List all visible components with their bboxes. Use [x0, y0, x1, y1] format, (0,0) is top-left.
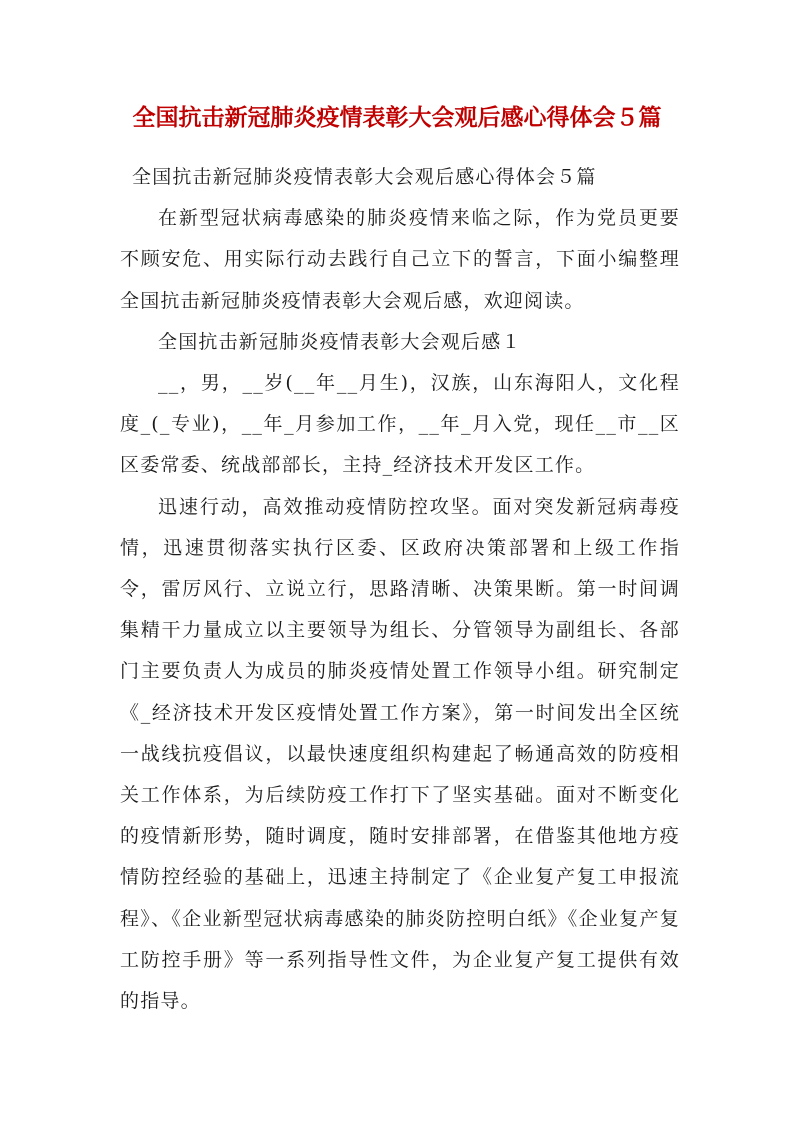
document-body: [120, 157, 680, 1022]
document-title: 全国抗击新冠肺炎疫情表彰大会观后感心得体会５篇: [132, 104, 662, 131]
document-subtitle: 全国抗击新冠肺炎疫情表彰大会观后感心得体会５篇: [132, 166, 597, 188]
section-heading: 全国抗击新冠肺炎疫情表彰大会观后感１: [158, 330, 522, 353]
intro-paragraph: 在新型冠状病毒感染的肺炎疫情来临之际，作为党员更要不顾安危、用实际行动去践行自己立下的誓言，下面小编整理全国抗击新冠肺炎疫情表彰大会观后感，欢迎阅读。: [120, 207, 680, 312]
body-paragraph-2: 迅速行动，高效推动疫情防控攻坚。面对突发新冠病毒疫情，迅速贯彻落实执行区委、区政府决策部署和上级工作指令，雷厉风行、立说立行，思路清晰、决策果断。第一时间调集精干力量成立以主要领导为组长、分管领导为副组长、各部门主要负责人为成员的肺炎疫情处置工作领导小组。研究制定《_经济技术开发区疫情处置工作方案》，第一时间发出全区统一战线抗疫倡议，以最快速度组织构建起了畅通高效的防疫相关工作体系，为后续防疫工作打下了坚实基础。面对不断变化的疫情新形势，随时调度，随时安排部署，在借鉴其他地方疫情防控经验的基础上，迅速主持制定了《企业复产复工申报流程》、《企业新型冠状病毒感染的肺炎防控明白纸》《企业复产复工防控手册》等一系列指导性文件，为企业复产复工提供有效的指导。: [120, 495, 680, 1013]
body-paragraph-1: __，男，__岁(__年__月生)，汉族，山东海阳人，文化程度_(_专业)，__年_月参加工作，__年_月入党，现任__市__区区委常委、统战部部长，主持_经济技术开发区工作。: [120, 372, 680, 477]
